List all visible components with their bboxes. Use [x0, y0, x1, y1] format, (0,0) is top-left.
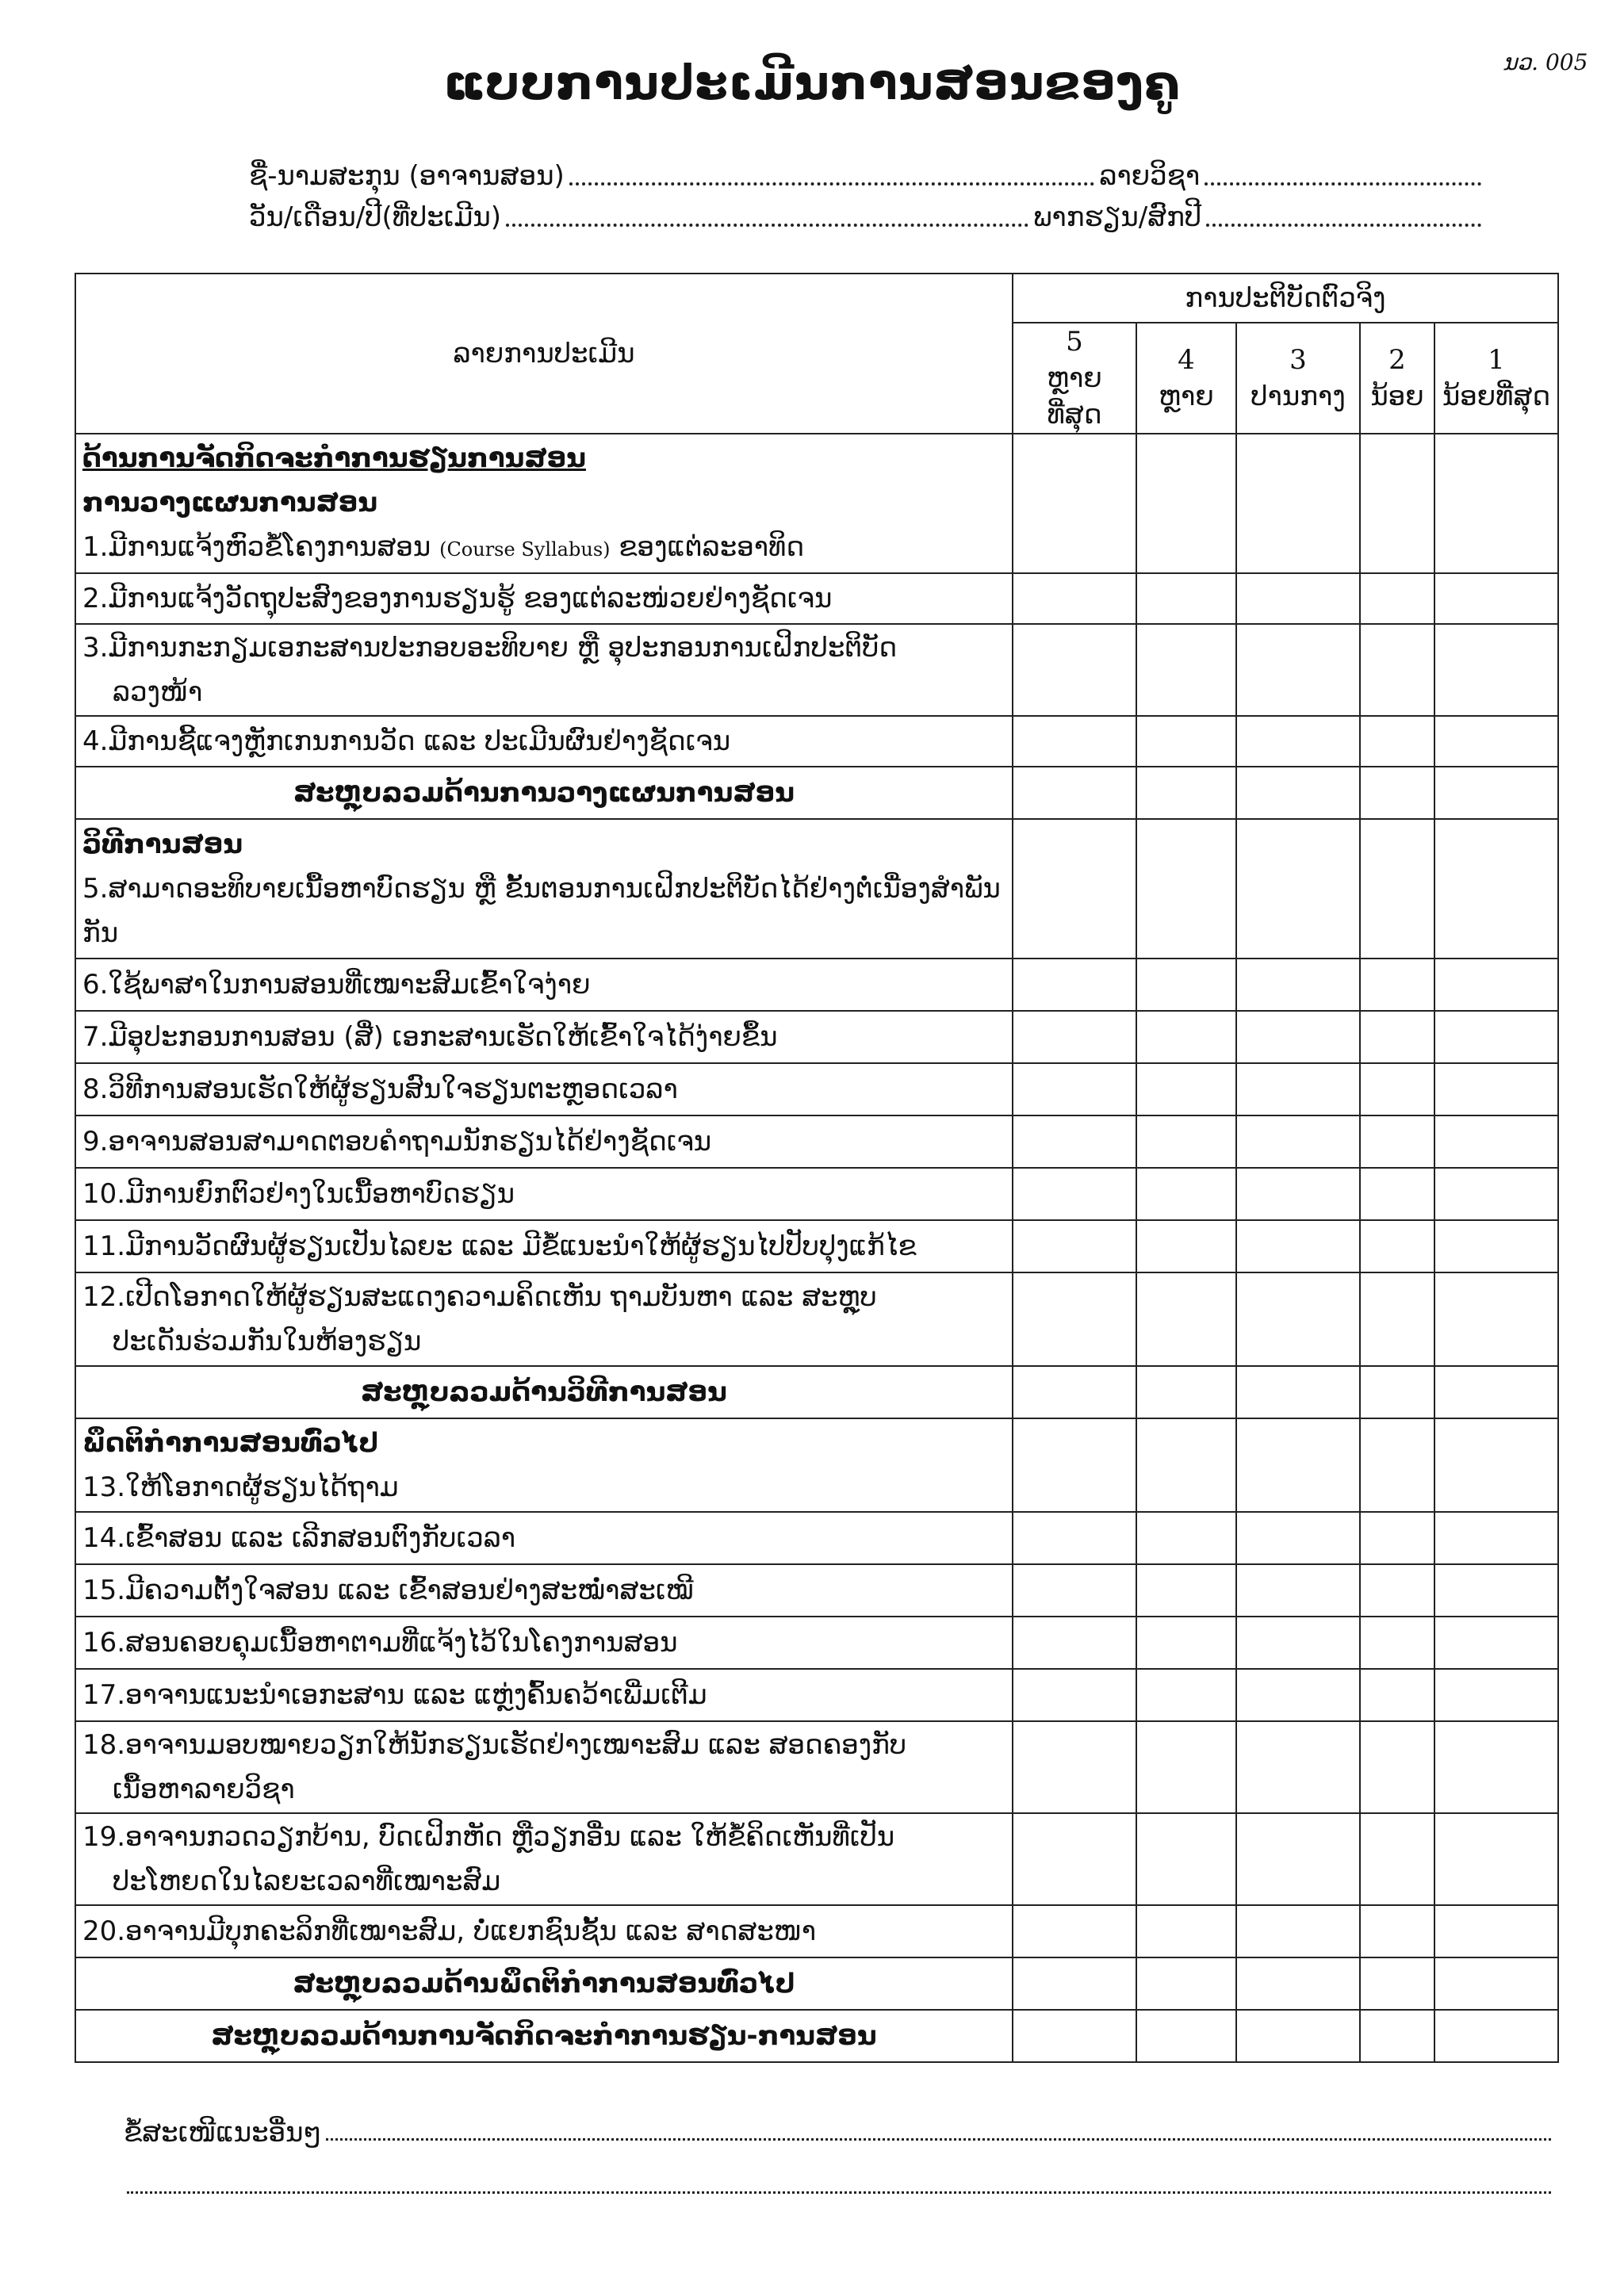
rating-cell[interactable]: [1013, 1168, 1136, 1220]
method-heading: ວິທີການສອນ: [82, 828, 243, 860]
rating-cell[interactable]: [1236, 1669, 1360, 1721]
table-row: [75, 716, 1558, 767]
rating-cell[interactable]: [1236, 1564, 1360, 1617]
rating-cell[interactable]: [1136, 959, 1236, 1011]
rating-cell[interactable]: [1236, 573, 1360, 624]
rating-cell[interactable]: [1360, 1669, 1434, 1721]
behavior-heading: ພຶດຕິກຳການສອນທົ່ວໄປ: [82, 1427, 379, 1459]
item-8: 8.ວິທີການສອນເຮັດໃຫ້ຜູ້ຮຽນສົນໃຈຮຽນຕະຫຼອດເວລາ: [75, 1063, 1013, 1115]
header-evaluation-items: ລາຍການປະເມີນ: [75, 274, 1013, 434]
rating-cell[interactable]: [1434, 1957, 1558, 2010]
item-6: 6.ໃຊ້ພາສາໃນການສອນທີ່ເໝາະສົມເຂົ້າໃຈງ່າຍ: [75, 959, 1013, 1011]
rating-cell[interactable]: [1360, 1617, 1434, 1669]
rating-cell[interactable]: [1360, 1512, 1434, 1564]
rating-cell[interactable]: [1360, 716, 1434, 767]
rating-cell[interactable]: [1236, 1220, 1360, 1272]
table-row: [75, 1905, 1558, 1957]
rating-cell[interactable]: [1434, 1721, 1558, 1813]
table-row: [75, 1366, 1558, 1418]
rating-cell[interactable]: [1236, 1366, 1360, 1418]
rating-cell[interactable]: [1013, 716, 1136, 767]
rating-cell[interactable]: [1360, 434, 1434, 573]
table-row: [75, 959, 1558, 1011]
rating-cell[interactable]: [1434, 434, 1558, 573]
table-row: [75, 1063, 1558, 1115]
rating-cell[interactable]: [1013, 1011, 1136, 1063]
rating-cell[interactable]: [1360, 1905, 1434, 1957]
rating-cell[interactable]: [1136, 1272, 1236, 1366]
table-row: [75, 767, 1558, 819]
rating-cell[interactable]: [1236, 1721, 1360, 1813]
rating-cell[interactable]: [1236, 716, 1360, 767]
item-11: 11.ມີການວັດຜົນຜູ້ຮຽນເປັນໄລຍະ ແລະ ມີຂໍ້ແນະນຳໃຫ້ຜູ້ຮຽນໄປປັບປຸງແກ້ໄຂ: [75, 1220, 1013, 1272]
rating-cell[interactable]: [1136, 1011, 1236, 1063]
rating-cell[interactable]: [1236, 624, 1360, 716]
rating-cell[interactable]: [1360, 1813, 1434, 1905]
behavior-block: [75, 1418, 1013, 1512]
teacher-name-field[interactable]: [569, 178, 1095, 186]
semester-label: ພາກຮຽນ/ສົກປີ: [1033, 201, 1202, 233]
rating-cell[interactable]: [1236, 767, 1360, 819]
table-header-row: [75, 274, 1558, 323]
rating-cell[interactable]: [1013, 1220, 1136, 1272]
suggestions-field[interactable]: [326, 2133, 1551, 2141]
rating-cell[interactable]: [1360, 959, 1434, 1011]
rating-cell[interactable]: [1013, 1115, 1136, 1168]
rating-cell[interactable]: [1236, 1512, 1360, 1564]
rating-cell[interactable]: [1136, 1905, 1236, 1957]
rating-cell[interactable]: [1434, 1272, 1558, 1366]
table-row: [75, 1813, 1558, 1905]
item-17: 17.ອາຈານແນະນຳເອກະສານ ແລະ ແຫຼ່ງຄົ້ນຄວ້າເພີ່ມເຕີມ: [75, 1669, 1013, 1721]
rating-cell[interactable]: [1236, 819, 1360, 959]
scale-2: 2 ນ້ອຍ: [1360, 323, 1434, 434]
rating-cell[interactable]: [1236, 1272, 1360, 1366]
table-row: [75, 1617, 1558, 1669]
summary-method: ສະຫຼຸບລວມດ້ານວິທີການສອນ: [75, 1366, 1013, 1418]
rating-cell[interactable]: [1013, 2010, 1136, 2062]
semester-field[interactable]: [1206, 219, 1481, 227]
item-9: 9.ອາຈານສອນສາມາດຕອບຄຳຖາມນັກຮຽນໄດ້ຢ່າງຊັດເຈນ: [75, 1115, 1013, 1168]
subject-label: ລາຍວິຊາ: [1099, 160, 1201, 192]
rating-cell[interactable]: [1136, 434, 1236, 573]
section-heading-activities: ດ້ານການຈັດກິດຈະກຳການຮຽນການສອນ: [82, 442, 586, 474]
planning-heading: ການວາງແຜນການສອນ: [82, 486, 378, 519]
rating-cell[interactable]: [1236, 1418, 1360, 1512]
rating-cell[interactable]: [1434, 767, 1558, 819]
table-row: [75, 1564, 1558, 1617]
rating-cell[interactable]: [1236, 1813, 1360, 1905]
rating-cell[interactable]: [1136, 1115, 1236, 1168]
rating-cell[interactable]: [1434, 1063, 1558, 1115]
header-actual-practice: ການປະຕິບັດຕົວຈິງ: [1013, 274, 1558, 323]
rating-cell[interactable]: [1236, 1617, 1360, 1669]
rating-cell[interactable]: [1136, 2010, 1236, 2062]
rating-cell[interactable]: [1360, 1272, 1434, 1366]
rating-cell[interactable]: [1360, 819, 1434, 959]
rating-cell[interactable]: [1360, 1115, 1434, 1168]
rating-cell[interactable]: [1360, 1721, 1434, 1813]
evaluation-table: [75, 273, 1559, 2063]
suggestions-row: [124, 2109, 1551, 2149]
item-3: 3.ມີການກະກຽມເອກະສານປະກອບອະທິບາຍ ຫຼື ອຸປະກອນການເຝິກປະຕິບັດ ລວງໜ້າ: [75, 624, 1013, 716]
summary-planning: ສະຫຼຸບລວມດ້ານການວາງແຜນການສອນ: [75, 767, 1013, 819]
rating-cell[interactable]: [1136, 1220, 1236, 1272]
rating-cell[interactable]: [1360, 573, 1434, 624]
rating-cell[interactable]: [1136, 573, 1236, 624]
table-row: [75, 1115, 1558, 1168]
rating-cell[interactable]: [1136, 624, 1236, 716]
rating-cell[interactable]: [1434, 1366, 1558, 1418]
rating-cell[interactable]: [1236, 434, 1360, 573]
rating-cell[interactable]: [1360, 624, 1434, 716]
suggestions-label: ຂໍ້ສະເໜີແນະອື່ນໆ: [124, 2117, 322, 2149]
rating-cell[interactable]: [1013, 1813, 1136, 1905]
rating-cell[interactable]: [1236, 959, 1360, 1011]
rating-cell[interactable]: [1360, 1957, 1434, 2010]
form-code: ນວ. 005: [1503, 49, 1588, 75]
rating-cell[interactable]: [1236, 1063, 1360, 1115]
item-15: 15.ມີຄວາມຕັ້ງໃຈສອນ ແລະ ເຂົ້າສອນຢ່າງສະໝ່ຳສະເໝີ: [75, 1564, 1013, 1617]
table-row: [75, 819, 1558, 959]
rating-cell[interactable]: [1360, 2010, 1434, 2062]
item-20: 20.ອາຈານມີບຸກຄະລິກທີ່ເໝາະສົມ, ບໍ່ແຍກຊົນຊັ້ນ ແລະ ສາດສະໜາ: [75, 1905, 1013, 1957]
rating-cell[interactable]: [1434, 1813, 1558, 1905]
table-row: [75, 1957, 1558, 2010]
rating-cell[interactable]: [1236, 2010, 1360, 2062]
rating-cell[interactable]: [1434, 819, 1558, 959]
rating-cell[interactable]: [1013, 1418, 1136, 1512]
method-block: ວິທີການສອນ 5.ສາມາດອະທິບາຍເນື້ອຫາບົດຮຽນ ຫຼື ຂັ້ນຕອນການເຝິກປະຕິບັດໄດ້ຢ່າງຕໍ່ເນື່ອງສຳພັນ ກັນ: [75, 819, 1013, 959]
item-10: 10.ມີການຍົກຕົວຢ່າງໃນເນື້ອຫາບົດຮຽນ: [75, 1168, 1013, 1220]
rating-cell[interactable]: [1236, 1011, 1360, 1063]
rating-cell[interactable]: [1136, 819, 1236, 959]
rating-cell[interactable]: [1434, 1617, 1558, 1669]
table-row: [75, 1220, 1558, 1272]
table-row: [75, 1721, 1558, 1813]
rating-cell[interactable]: [1136, 767, 1236, 819]
rating-cell[interactable]: [1013, 1669, 1136, 1721]
rating-cell[interactable]: [1013, 1721, 1136, 1813]
rating-cell[interactable]: [1236, 1957, 1360, 2010]
rating-cell[interactable]: [1013, 767, 1136, 819]
table-row: [75, 1418, 1558, 1512]
rating-cell[interactable]: [1136, 1669, 1236, 1721]
rating-cell[interactable]: [1434, 1905, 1558, 1957]
rating-cell[interactable]: [1434, 2010, 1558, 2062]
rating-cell[interactable]: [1434, 1168, 1558, 1220]
item-12: 12.ເປີດໂອກາດໃຫ້ຜູ້ຮຽນສະແດງຄວາມຄິດເຫັນ ຖາມບັນຫາ ແລະ ສະຫຼຸບ ປະເດັນຮ່ວມກັນໃນຫ້ອງຮຽນ: [75, 1272, 1013, 1366]
rating-cell[interactable]: [1434, 1564, 1558, 1617]
rating-cell[interactable]: [1434, 716, 1558, 767]
rating-cell[interactable]: [1236, 1168, 1360, 1220]
item-5: 5.ສາມາດອະທິບາຍເນື້ອຫາບົດຮຽນ ຫຼື ຂັ້ນຕອນການເຝິກປະຕິບັດໄດ້ຢ່າງຕໍ່ເນື່ອງສຳພັນ: [82, 873, 1001, 905]
rating-cell[interactable]: [1136, 1617, 1236, 1669]
rating-cell[interactable]: [1136, 1564, 1236, 1617]
date-field[interactable]: [506, 219, 1028, 227]
rating-cell[interactable]: [1434, 1011, 1558, 1063]
rating-cell[interactable]: [1136, 1512, 1236, 1564]
rating-cell[interactable]: [1360, 1366, 1434, 1418]
summary-behavior: ສະຫຼຸບລວມດ້ານພຶດຕິກຳການສອນທົ່ວໄປ: [75, 1957, 1013, 2010]
subject-field[interactable]: [1205, 178, 1481, 186]
planning-block: [75, 434, 1013, 573]
rating-cell[interactable]: [1136, 1813, 1236, 1905]
info-row-2: [249, 198, 1486, 233]
rating-cell[interactable]: [1136, 716, 1236, 767]
table-row: [75, 1669, 1558, 1721]
rating-cell[interactable]: [1136, 1063, 1236, 1115]
rating-cell[interactable]: [1136, 1366, 1236, 1418]
item-4: 4.ມີການຊີ້ແຈງຫຼັກເກນການວັດ ແລະ ປະເມີນຜົນຢ່າງຊັດເຈນ: [75, 716, 1013, 767]
rating-cell[interactable]: [1360, 767, 1434, 819]
rating-cell[interactable]: [1360, 1220, 1434, 1272]
rating-cell[interactable]: [1434, 1669, 1558, 1721]
item-1: 1.ມີການແຈ້ງຫົວຂໍ້ໂຄງການສອນ (Course Syllabus) ຂອງແຕ່ລະອາທິດ: [82, 530, 805, 563]
rating-cell[interactable]: [1013, 434, 1136, 573]
rating-cell[interactable]: [1136, 1957, 1236, 2010]
summary-overall: ສະຫຼຸບລວມດ້ານການຈັດກິດຈະກຳການຮຽນ-ການສອນ: [75, 2010, 1013, 2062]
item-14: 14.ເຂົ້າສອນ ແລະ ເລີກສອນຕົງກັບເວລາ: [75, 1512, 1013, 1564]
rating-cell[interactable]: [1236, 1905, 1360, 1957]
scale-3: 3 ປານກາງ: [1236, 323, 1360, 434]
rating-cell[interactable]: [1434, 1115, 1558, 1168]
table-row: [75, 1011, 1558, 1063]
scale-1: 1 ນ້ອຍທີ່ສຸດ: [1434, 323, 1558, 434]
rating-cell[interactable]: [1136, 1721, 1236, 1813]
rating-cell[interactable]: [1360, 1011, 1434, 1063]
table-row: [75, 434, 1558, 573]
table-row: [75, 573, 1558, 624]
rating-cell[interactable]: [1013, 1272, 1136, 1366]
table-row: [75, 1512, 1558, 1564]
rating-cell[interactable]: [1013, 819, 1136, 959]
suggestions-field-line-2[interactable]: [127, 2187, 1551, 2194]
rating-cell[interactable]: [1013, 624, 1136, 716]
scale-4: 4 ຫຼາຍ: [1136, 323, 1236, 434]
info-row-1: [249, 157, 1486, 192]
scale-5: 5 ຫຼາຍທີ່ສຸດ: [1013, 323, 1136, 434]
rating-cell[interactable]: [1434, 1418, 1558, 1512]
rating-cell[interactable]: [1013, 1564, 1136, 1617]
form-title: ແບບການປະເມີນການສອນຂອງຄູ: [443, 55, 1181, 111]
rating-cell[interactable]: [1360, 1063, 1434, 1115]
item-16: 16.ສອນຄອບຄຸມເນື້ອຫາຕາມທີ່ແຈ້ງໄວ້ໃນໂຄງການສອນ: [75, 1617, 1013, 1669]
rating-cell[interactable]: [1013, 1905, 1136, 1957]
rating-cell[interactable]: [1013, 959, 1136, 1011]
item-18: 18.ອາຈານມອບໝາຍວຽກໃຫ້ນັກຮຽນເຮັດຢ່າງເໝາະສົມ ແລະ ສອດຄອງກັບ ເນື້ອຫາລາຍວິຊາ: [75, 1721, 1013, 1813]
table-row: [75, 624, 1558, 716]
table-row: [75, 2010, 1558, 2062]
teacher-name-label: ຊື່-ນາມສະກຸນ (ອາຈານສອນ): [249, 160, 565, 192]
rating-cell[interactable]: [1434, 959, 1558, 1011]
date-label: ວັນ/ເດືອນ/ປີ(ທີ່ປະເມີນ): [249, 201, 502, 233]
item-2: 2.ມີການແຈ້ງວັດຖຸປະສົງຂອງການຮຽນຮູ້ ຂອງແຕ່ລະໜ່ວຍຢ່າງຊັດເຈນ: [75, 573, 1013, 624]
rating-cell[interactable]: [1136, 1418, 1236, 1512]
rating-cell[interactable]: [1360, 1564, 1434, 1617]
rating-cell[interactable]: [1360, 1418, 1434, 1512]
rating-cell[interactable]: [1434, 1220, 1558, 1272]
rating-cell[interactable]: [1013, 1512, 1136, 1564]
item-7: 7.ມີອຸປະກອນການສອນ (ສື່) ເອກະສານເຮັດໃຫ້ເຂົ້າໃຈໄດ້ງ່າຍຂຶ້ນ: [75, 1011, 1013, 1063]
rating-cell[interactable]: [1434, 573, 1558, 624]
rating-cell[interactable]: [1013, 1957, 1136, 2010]
item-13: 13.ໃຫ້ໂອກາດຜູ້ຮຽນໄດ້ຖາມ: [82, 1471, 399, 1503]
rating-cell[interactable]: [1236, 1115, 1360, 1168]
rating-cell[interactable]: [1013, 1063, 1136, 1115]
table-row: [75, 1168, 1558, 1220]
rating-cell[interactable]: [1013, 1617, 1136, 1669]
rating-cell[interactable]: [1434, 1512, 1558, 1564]
rating-cell[interactable]: [1136, 1168, 1236, 1220]
rating-cell[interactable]: [1434, 624, 1558, 716]
table-row: [75, 1272, 1558, 1366]
rating-cell[interactable]: [1013, 1366, 1136, 1418]
rating-cell[interactable]: [1013, 573, 1136, 624]
item-19: 19.ອາຈານກວດວຽກບ້ານ, ບົດເຝິກຫັດ ຫຼືວຽກອື່ນ ແລະ ໃຫ້ຂໍ້ຄິດເຫັນທີ່ເປັນ ປະໂຫຍດໃນໄລຍະເວລາທີ່ເໝາະສົມ: [75, 1813, 1013, 1905]
rating-cell[interactable]: [1360, 1168, 1434, 1220]
